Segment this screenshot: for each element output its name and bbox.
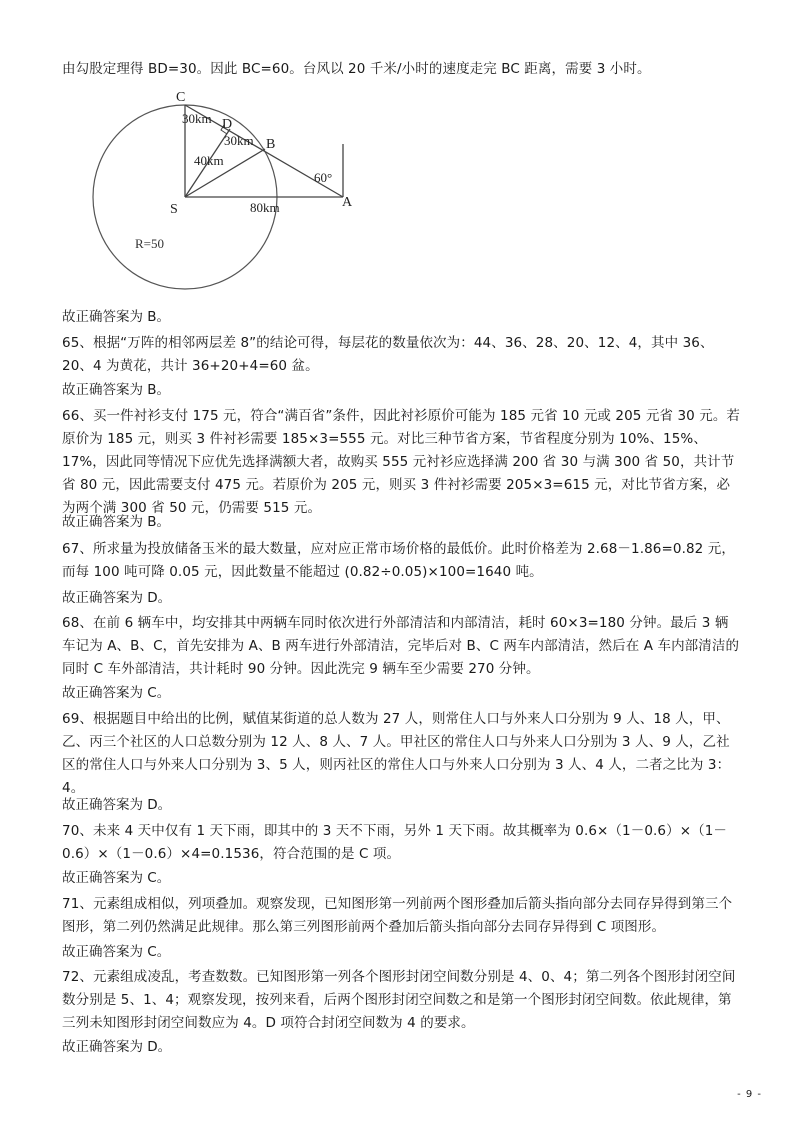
answer-67: 故正确答案为 D。 <box>62 590 172 606</box>
solution-66: 66、买一件衬衫支付 175 元，符合“满百省”条件，因此衬衫原价可能为 185 元省 10 元或 205 元省 30 元。若原价为 185 元，则买 3 件衬衫需要 185×3=555 元。对比三种节省方案，节省程度分别为 10%、15%、17%，因此同等情况下应优先选择满额大者，故购买 555 元衬衫应选择满 200 省 30 与满 300 省 50，共计节省 80 元，因此需要支付 475 元。若原价为 205 元，则买 3 件衬衫需要 205×3=615 元，对比节省方案，必为两个满 300 省 50 元，仍需要 515 元。 <box>62 408 741 516</box>
answer-68: 故正确答案为 C。 <box>62 685 171 701</box>
label-sd-length: 40km <box>194 153 224 168</box>
typhoon-geometry-diagram <box>90 84 370 294</box>
solution-72: 72、元素组成凌乱，考查数数。已知图形第一列各个图形封闭空间数分别是 4、0、4；第二列各个图形封闭空间数分别是 5、1、4；观察发现，按列来看，后两个图形封闭空间数之和是第一个图形封闭空间数。依此规律，第三列未知图形封闭空间数应为 4。D 项符合封闭空间数为 4 的要求。 <box>62 969 736 1031</box>
answer-64: 故正确答案为 B。 <box>62 309 171 325</box>
label-s: S <box>170 202 178 217</box>
label-c: C <box>176 90 186 105</box>
solution-70: 70、未来 4 天中仅有 1 天下雨，即其中的 3 天不下雨，另外 1 天下雨。故其概率为 0.6×（1－0.6）×（1－0.6）×（1－0.6）×4=0.1536，符合范围的是 C 项。 <box>62 823 727 862</box>
intro-paragraph: 由勾股定理得 BD=30。因此 BC=60。台风以 20 千米/小时的速度走完 BC 距离，需要 3 小时。 <box>62 61 651 77</box>
solution-71: 71、元素组成相似，列项叠加。观察发现，已知图形第一列前两个图形叠加后箭头指向部分去同存异得到第三个图形，第二列仍然满足此规律。那么第三列图形前两个叠加后箭头指向部分去同存异得到 C 项图形。 <box>62 896 733 935</box>
label-b: B <box>266 137 276 152</box>
page-number: - 9 - <box>737 1089 762 1100</box>
answer-69: 故正确答案为 D。 <box>62 797 172 813</box>
label-radius: R=50 <box>135 236 165 251</box>
label-d: D <box>222 117 233 132</box>
solution-65: 65、根据“万阵的相邻两层差 8”的结论可得，每层花的数量依次为：44、36、28、20、12、4，其中 36、20、4 为黄花，共计 36+20+4=60 盆。 <box>62 335 714 374</box>
answer-71: 故正确答案为 C。 <box>62 944 171 960</box>
solution-69: 69、根据题目中给出的比例，赋值某街道的总人数为 27 人，则常住人口与外来人口分别为 9 人、18 人，甲、乙、丙三个社区的人口总数分别为 12 人、8 人、7 人。甲社区的常住人口与外来人口分别为 3 人、9 人，乙社区的常住人口与外来人口分别为 3、5 人，则丙社区的常住人口与外来人口分别为 3 人、4 人，二者之比为 3：4。 <box>62 711 731 796</box>
answer-66: 故正确答案为 B。 <box>62 514 171 530</box>
solution-67: 67、所求量为投放储备玉米的最大数量，应对应正常市场价格的最低价。此时价格差为 2.68－1.86=0.82 元，而每 100 吨可降 0.05 元，因此数量不能超过 (0.82÷0.05)×100=1640 吨。 <box>62 541 735 580</box>
solution-68: 68、在前 6 辆车中，均安排其中两辆车同时依次进行外部清洁和内部清洁，耗时 60×3=180 分钟。最后 3 辆车记为 A、B、C，首先安排为 A、B 两车进行外部清洁，完毕后对 B、C 两车内部清洁，然后在 A 车内部清洁的同时 C 车外部清洁，共计耗时 90 分钟。因此洗完 9 辆车至少需要 270 分钟。 <box>62 615 740 677</box>
label-db-length: 30km <box>224 133 254 148</box>
label-a: A <box>342 195 353 210</box>
answer-65: 故正确答案为 B。 <box>62 382 171 398</box>
answer-70: 故正确答案为 C。 <box>62 870 171 886</box>
answer-72: 故正确答案为 D。 <box>62 1039 172 1055</box>
label-angle-60: 60° <box>314 170 333 185</box>
label-cd-length: 30km <box>182 111 212 126</box>
label-sa-length: 80km <box>250 200 280 215</box>
